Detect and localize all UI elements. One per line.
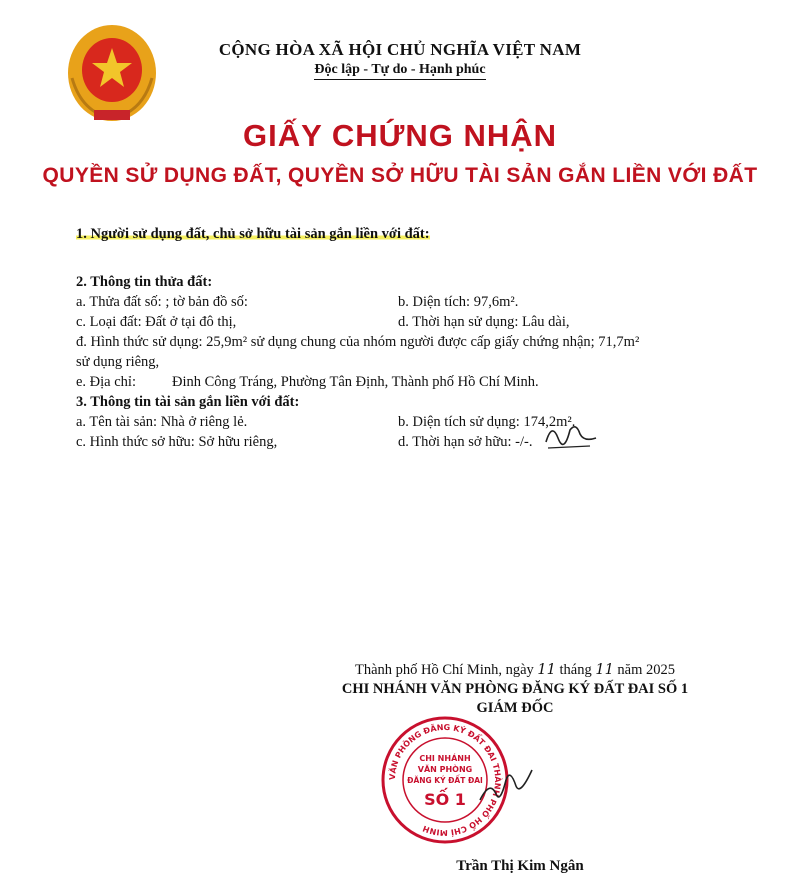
signer-role: GIÁM ĐỐC xyxy=(476,700,554,716)
land-term: d. Thời hạn sử dụng: Lâu dài, xyxy=(398,314,570,330)
asset-area: b. Diện tích sử dụng: 174,2m². xyxy=(398,414,576,430)
svg-text:VĂN PHÒNG ĐĂNG KÝ ĐẤT ĐAI THÀN: VĂN PHÒNG ĐĂNG KÝ ĐẤT ĐAI THÀNH PHỐ HỒ CHÍ MINH xyxy=(387,722,503,838)
asset-ownership-term: d. Thời hạn sở hữu: -/-. xyxy=(398,434,533,450)
director-signature xyxy=(476,760,536,820)
section-owner-title: 1. Người sử dụng đất, chủ sở hữu tài sản gắn liền với đất: xyxy=(76,226,430,242)
certificate-body xyxy=(76,224,766,452)
handwritten-initials xyxy=(540,412,600,452)
land-address-label: e. Địa chỉ: xyxy=(76,374,136,390)
asset-row-2 xyxy=(76,432,766,452)
land-usage-form-cont: sử dụng riêng, xyxy=(76,354,160,370)
document-subtitle: QUYỀN SỬ DỤNG ĐẤT, QUYỀN SỞ HỮU TÀI SẢN GẮN LIỀN VỚI ĐẤT xyxy=(42,164,758,187)
issue-place-date: Thành phố Hồ Chí Minh, ngày 11 tháng 11 năm 2025 xyxy=(354,662,676,678)
section-asset-title: 3. Thông tin tài sản gắn liền với đất: xyxy=(76,394,300,410)
country-name: CỘNG HÒA XÃ HỘI CHỦ NGHĨA VIỆT NAM xyxy=(218,40,582,59)
land-row-2 xyxy=(76,312,766,332)
land-area: b. Diện tích: 97,6m². xyxy=(398,294,519,310)
land-usage-form: đ. Hình thức sử dụng: 25,9m² sử dụng chung của nhóm người được cấp giấy chứng nhận; 71,7m² xyxy=(76,334,640,350)
svg-text:ĐĂNG KÝ ĐẤT ĐAI: ĐĂNG KÝ ĐẤT ĐAI xyxy=(407,776,483,785)
land-parcel-number: a. Thửa đất số: ; tờ bản đồ số: xyxy=(76,294,248,310)
issue-year: năm 2025 xyxy=(617,662,676,678)
signer-name: Trần Thị Kim Ngân xyxy=(456,858,584,874)
signature-block xyxy=(280,662,750,717)
issuing-office: CHI NHÁNH VĂN PHÒNG ĐĂNG KÝ ĐẤT ĐAI SỐ 1 xyxy=(341,681,689,697)
land-address-value: Đinh Công Tráng, Phường Tân Định, Thành phố Hồ Chí Minh. xyxy=(172,374,539,390)
issue-day: 11 xyxy=(537,662,556,678)
national-header xyxy=(170,40,630,80)
asset-ownership-form: c. Hình thức sở hữu: Sở hữu riêng, xyxy=(76,434,278,450)
section-land-title: 2. Thông tin thửa đất: xyxy=(76,274,213,290)
land-type: c. Loại đất: Đất ở tại đô thị, xyxy=(76,314,237,330)
document-title: GIẤY CHỨNG NHẬN xyxy=(243,118,557,153)
land-address-row xyxy=(76,372,766,392)
national-motto: Độc lập - Tự do - Hạnh phúc xyxy=(314,62,485,80)
svg-text:VĂN PHÒNG: VĂN PHÒNG xyxy=(417,765,473,774)
land-row-1 xyxy=(76,292,766,312)
national-emblem-icon xyxy=(62,18,162,128)
asset-row-1 xyxy=(76,412,766,432)
asset-name: a. Tên tài sản: Nhà ở riêng lẻ. xyxy=(76,414,248,430)
svg-text:CHI NHÁNH: CHI NHÁNH xyxy=(419,754,471,763)
svg-text:SỐ 1: SỐ 1 xyxy=(424,790,466,809)
issue-month: 11 xyxy=(595,662,614,678)
